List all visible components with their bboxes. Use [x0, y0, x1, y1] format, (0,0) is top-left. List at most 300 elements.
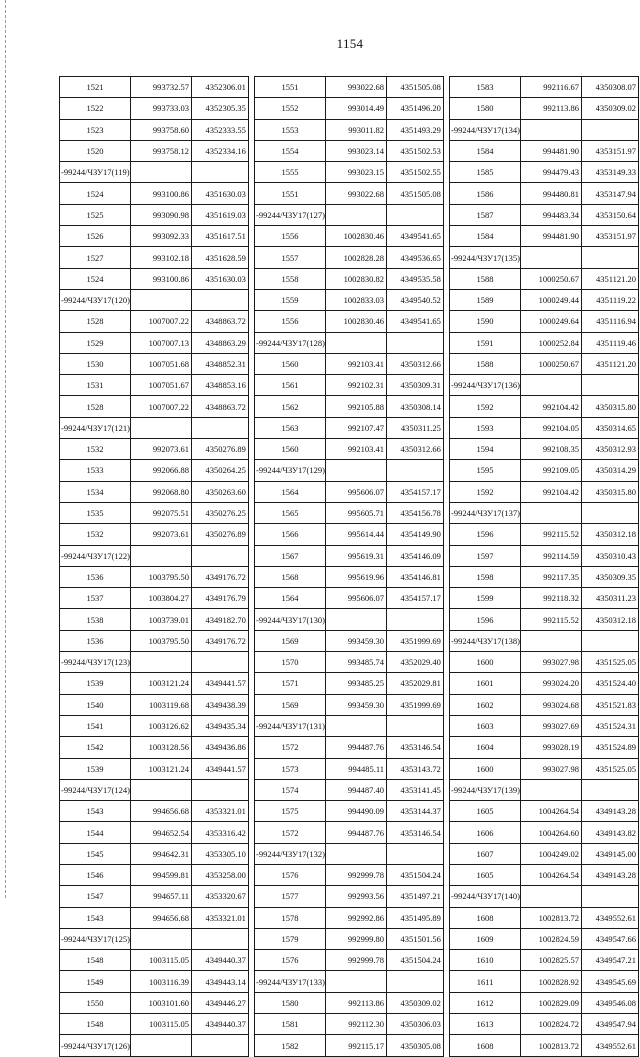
x-coordinate-cell: 1003795.50 — [131, 630, 192, 651]
x-coordinate-cell: 994599.81 — [131, 864, 192, 885]
section-header-cell: -99244/ЧЗУ17(139) — [450, 779, 521, 800]
point-number-cell: 1598 — [450, 566, 521, 587]
x-coordinate-cell: 994481.90 — [521, 226, 582, 247]
table-row — [60, 630, 639, 651]
point-number-cell: 1597 — [450, 545, 521, 566]
point-number-cell: 1572 — [255, 822, 326, 843]
point-number-cell: 1564 — [255, 481, 326, 502]
y-coordinate-cell: 4351505.08 — [387, 183, 444, 204]
point-number-cell: 1564 — [255, 588, 326, 609]
x-coordinate-cell: 992116.67 — [521, 77, 582, 98]
y-coordinate-cell: 4353150.64 — [582, 204, 639, 225]
point-number-cell: 1522 — [60, 98, 131, 119]
x-coordinate-cell: 1002828.28 — [326, 247, 387, 268]
y-coordinate-cell: 4350312.18 — [582, 609, 639, 630]
x-coordinate-cell: 994657.11 — [131, 886, 192, 907]
y-coordinate-cell: 4349443.14 — [192, 971, 249, 992]
table-row — [60, 396, 639, 417]
section-header-cell: -99244/ЧЗУ17(134) — [450, 119, 521, 140]
y-coordinate-cell: 4351524.40 — [582, 673, 639, 694]
y-coordinate-cell: 4349546.08 — [582, 992, 639, 1013]
coordinates-table — [59, 76, 639, 1057]
empty-cell — [582, 630, 639, 651]
point-number-cell: 1542 — [60, 737, 131, 758]
y-coordinate-cell: 4351630.03 — [192, 268, 249, 289]
x-coordinate-cell: 994642.31 — [131, 843, 192, 864]
point-number-cell: 1563 — [255, 417, 326, 438]
x-coordinate-cell: 992115.52 — [521, 524, 582, 545]
x-coordinate-cell: 992112.30 — [326, 1014, 387, 1035]
x-coordinate-cell: 995619.96 — [326, 566, 387, 587]
y-coordinate-cell: 4350312.66 — [387, 439, 444, 460]
empty-cell — [521, 119, 582, 140]
empty-cell — [326, 715, 387, 736]
section-header-cell: -99244/ЧЗУ17(140) — [450, 886, 521, 907]
x-coordinate-cell: 1002833.03 — [326, 289, 387, 310]
point-number-cell: 1526 — [60, 226, 131, 247]
table-row — [60, 907, 639, 928]
y-coordinate-cell: 4351524.31 — [582, 715, 639, 736]
point-number-cell: 1596 — [450, 524, 521, 545]
x-coordinate-cell: 1003128.56 — [131, 737, 192, 758]
point-number-cell: 1544 — [60, 822, 131, 843]
table-row — [60, 1014, 639, 1035]
x-coordinate-cell: 995606.07 — [326, 588, 387, 609]
y-coordinate-cell: 4352334.16 — [192, 140, 249, 161]
x-coordinate-cell: 1002813.72 — [521, 1035, 582, 1056]
x-coordinate-cell: 1002830.46 — [326, 226, 387, 247]
point-number-cell: 1602 — [450, 694, 521, 715]
y-coordinate-cell: 4352306.01 — [192, 77, 249, 98]
y-coordinate-cell: 4352305.35 — [192, 98, 249, 119]
empty-cell — [521, 375, 582, 396]
point-number-cell: 1583 — [450, 77, 521, 98]
y-coordinate-cell: 4349143.28 — [582, 801, 639, 822]
empty-cell — [192, 162, 249, 183]
point-number-cell: 1567 — [255, 545, 326, 566]
y-coordinate-cell: 4350308.07 — [582, 77, 639, 98]
x-coordinate-cell: 993485.74 — [326, 652, 387, 673]
y-coordinate-cell: 4349176.79 — [192, 588, 249, 609]
x-coordinate-cell: 993485.25 — [326, 673, 387, 694]
point-number-cell: 1558 — [255, 268, 326, 289]
y-coordinate-cell: 4349182.70 — [192, 609, 249, 630]
x-coordinate-cell: 994481.90 — [521, 140, 582, 161]
point-number-cell: 1559 — [255, 289, 326, 310]
y-coordinate-cell: 4349440.37 — [192, 1014, 249, 1035]
y-coordinate-cell: 4350312.18 — [582, 524, 639, 545]
point-number-cell: 1533 — [60, 460, 131, 481]
section-header-cell: -99244/ЧЗУ17(126) — [60, 1035, 131, 1056]
point-number-cell: 1605 — [450, 801, 521, 822]
x-coordinate-cell: 993023.15 — [326, 162, 387, 183]
section-header-cell: -99244/ЧЗУ17(122) — [60, 545, 131, 566]
point-number-cell: 1523 — [60, 119, 131, 140]
x-coordinate-cell: 992113.86 — [326, 992, 387, 1013]
y-coordinate-cell: 4351521.83 — [582, 694, 639, 715]
x-coordinate-cell: 1002824.59 — [521, 928, 582, 949]
table-row — [60, 98, 639, 119]
point-number-cell: 1531 — [60, 375, 131, 396]
y-coordinate-cell: 4353258.00 — [192, 864, 249, 885]
table-row — [60, 353, 639, 374]
point-number-cell: 1530 — [60, 353, 131, 374]
point-number-cell: 1561 — [255, 375, 326, 396]
empty-cell — [192, 652, 249, 673]
table-row — [60, 332, 639, 353]
y-coordinate-cell: 4350314.65 — [582, 417, 639, 438]
y-coordinate-cell: 4353321.01 — [192, 801, 249, 822]
section-header-cell: -99244/ЧЗУ17(138) — [450, 630, 521, 651]
y-coordinate-cell: 4351999.69 — [387, 630, 444, 651]
point-number-cell: 1574 — [255, 779, 326, 800]
empty-cell — [131, 779, 192, 800]
y-coordinate-cell: 4350276.89 — [192, 439, 249, 460]
x-coordinate-cell: 993011.82 — [326, 119, 387, 140]
y-coordinate-cell: 4352333.55 — [192, 119, 249, 140]
point-number-cell: 1540 — [60, 694, 131, 715]
point-number-cell: 1536 — [60, 566, 131, 587]
table-row — [60, 971, 639, 992]
y-coordinate-cell: 4353146.54 — [387, 737, 444, 758]
y-coordinate-cell: 4350264.25 — [192, 460, 249, 481]
table-row — [60, 204, 639, 225]
point-number-cell: 1538 — [60, 609, 131, 630]
point-number-cell: 1579 — [255, 928, 326, 949]
x-coordinate-cell: 994487.40 — [326, 779, 387, 800]
y-coordinate-cell: 4353305.10 — [192, 843, 249, 864]
table-row — [60, 801, 639, 822]
table-row — [60, 77, 639, 98]
x-coordinate-cell: 993733.03 — [131, 98, 192, 119]
empty-cell — [582, 247, 639, 268]
y-coordinate-cell: 4350310.43 — [582, 545, 639, 566]
point-number-cell: 1590 — [450, 311, 521, 332]
point-number-cell: 1577 — [255, 886, 326, 907]
section-header-cell: -99244/ЧЗУ17(125) — [60, 928, 131, 949]
x-coordinate-cell: 992073.61 — [131, 439, 192, 460]
y-coordinate-cell: 4351505.08 — [387, 77, 444, 98]
x-coordinate-cell: 1003101.60 — [131, 992, 192, 1013]
y-coordinate-cell: 4348853.16 — [192, 375, 249, 396]
table-row — [60, 140, 639, 161]
table-row — [60, 311, 639, 332]
point-number-cell: 1556 — [255, 311, 326, 332]
point-number-cell: 1592 — [450, 396, 521, 417]
point-number-cell: 1569 — [255, 694, 326, 715]
table-row — [60, 992, 639, 1013]
table-row — [60, 481, 639, 502]
section-header-cell: -99244/ЧЗУ17(135) — [450, 247, 521, 268]
y-coordinate-cell: 4352029.40 — [387, 652, 444, 673]
point-number-cell: 1562 — [255, 396, 326, 417]
point-number-cell: 1553 — [255, 119, 326, 140]
empty-cell — [326, 971, 387, 992]
point-number-cell: 1600 — [450, 758, 521, 779]
point-number-cell: 1578 — [255, 907, 326, 928]
point-number-cell: 1605 — [450, 864, 521, 885]
point-number-cell: 1610 — [450, 950, 521, 971]
x-coordinate-cell: 994656.68 — [131, 907, 192, 928]
y-coordinate-cell: 4348863.72 — [192, 311, 249, 332]
x-coordinate-cell: 1007051.67 — [131, 375, 192, 396]
point-number-cell: 1560 — [255, 353, 326, 374]
y-coordinate-cell: 4350308.14 — [387, 396, 444, 417]
x-coordinate-cell: 992104.05 — [521, 417, 582, 438]
x-coordinate-cell: 993023.14 — [326, 140, 387, 161]
x-coordinate-cell: 1000250.67 — [521, 353, 582, 374]
point-number-cell: 1581 — [255, 1014, 326, 1035]
x-coordinate-cell: 993014.49 — [326, 98, 387, 119]
x-coordinate-cell: 1003121.24 — [131, 758, 192, 779]
point-number-cell: 1552 — [255, 98, 326, 119]
point-number-cell: 1560 — [255, 439, 326, 460]
x-coordinate-cell: 992103.41 — [326, 439, 387, 460]
scan-edge-line — [5, 0, 8, 898]
section-header-cell: -99244/ЧЗУ17(132) — [255, 843, 326, 864]
empty-cell — [192, 779, 249, 800]
y-coordinate-cell: 4353147.94 — [582, 183, 639, 204]
y-coordinate-cell: 4349436.86 — [192, 737, 249, 758]
empty-cell — [326, 204, 387, 225]
point-number-cell: 1573 — [255, 758, 326, 779]
y-coordinate-cell: 4353149.33 — [582, 162, 639, 183]
y-coordinate-cell: 4350309.02 — [387, 992, 444, 1013]
point-number-cell: 1557 — [255, 247, 326, 268]
y-coordinate-cell: 4353151.97 — [582, 226, 639, 247]
x-coordinate-cell: 992103.41 — [326, 353, 387, 374]
x-coordinate-cell: 994487.76 — [326, 737, 387, 758]
table-row — [60, 375, 639, 396]
x-coordinate-cell: 993090.98 — [131, 204, 192, 225]
x-coordinate-cell: 992117.35 — [521, 566, 582, 587]
y-coordinate-cell: 4351502.55 — [387, 162, 444, 183]
x-coordinate-cell: 993459.30 — [326, 694, 387, 715]
empty-cell — [131, 289, 192, 310]
y-coordinate-cell: 4349441.57 — [192, 758, 249, 779]
table-row — [60, 460, 639, 481]
y-coordinate-cell: 4350315.80 — [582, 396, 639, 417]
y-coordinate-cell: 4349441.57 — [192, 673, 249, 694]
x-coordinate-cell: 992107.47 — [326, 417, 387, 438]
point-number-cell: 1524 — [60, 268, 131, 289]
x-coordinate-cell: 992115.17 — [326, 1035, 387, 1056]
point-number-cell: 1604 — [450, 737, 521, 758]
x-coordinate-cell: 992108.35 — [521, 439, 582, 460]
x-coordinate-cell: 992068.80 — [131, 481, 192, 502]
y-coordinate-cell: 4349547.21 — [582, 950, 639, 971]
x-coordinate-cell: 995619.31 — [326, 545, 387, 566]
point-number-cell: 1588 — [450, 353, 521, 374]
point-number-cell: 1586 — [450, 183, 521, 204]
x-coordinate-cell: 1002830.82 — [326, 268, 387, 289]
x-coordinate-cell: 1002824.72 — [521, 1014, 582, 1035]
table-row — [60, 183, 639, 204]
point-number-cell: 1570 — [255, 652, 326, 673]
point-number-cell: 1592 — [450, 481, 521, 502]
point-number-cell: 1582 — [255, 1035, 326, 1056]
y-coordinate-cell: 4352029.81 — [387, 673, 444, 694]
empty-cell — [326, 460, 387, 481]
point-number-cell: 1539 — [60, 758, 131, 779]
y-coordinate-cell: 4354146.09 — [387, 545, 444, 566]
point-number-cell: 1548 — [60, 1014, 131, 1035]
point-number-cell: 1576 — [255, 950, 326, 971]
x-coordinate-cell: 992104.42 — [521, 481, 582, 502]
point-number-cell: 1588 — [450, 268, 521, 289]
empty-cell — [582, 779, 639, 800]
x-coordinate-cell: 995605.71 — [326, 502, 387, 523]
point-number-cell: 1607 — [450, 843, 521, 864]
y-coordinate-cell: 4353316.42 — [192, 822, 249, 843]
x-coordinate-cell: 1007051.68 — [131, 353, 192, 374]
point-number-cell: 1556 — [255, 226, 326, 247]
y-coordinate-cell: 4349143.28 — [582, 864, 639, 885]
table-row — [60, 779, 639, 800]
table-row — [60, 609, 639, 630]
y-coordinate-cell: 4350311.25 — [387, 417, 444, 438]
point-number-cell: 1594 — [450, 439, 521, 460]
table-row — [60, 673, 639, 694]
y-coordinate-cell: 4350311.23 — [582, 588, 639, 609]
y-coordinate-cell: 4351501.56 — [387, 928, 444, 949]
x-coordinate-cell: 993732.57 — [131, 77, 192, 98]
x-coordinate-cell: 1003804.27 — [131, 588, 192, 609]
table-row — [60, 226, 639, 247]
point-number-cell: 1535 — [60, 502, 131, 523]
table-row — [60, 119, 639, 140]
x-coordinate-cell: 993758.60 — [131, 119, 192, 140]
point-number-cell: 1528 — [60, 396, 131, 417]
y-coordinate-cell: 4353151.97 — [582, 140, 639, 161]
table-row — [60, 758, 639, 779]
empty-cell — [387, 971, 444, 992]
point-number-cell: 1569 — [255, 630, 326, 651]
x-coordinate-cell: 993459.30 — [326, 630, 387, 651]
table-row — [60, 886, 639, 907]
point-number-cell: 1532 — [60, 524, 131, 545]
x-coordinate-cell: 995606.07 — [326, 481, 387, 502]
y-coordinate-cell: 4349143.82 — [582, 822, 639, 843]
table-row — [60, 928, 639, 949]
y-coordinate-cell: 4351121.20 — [582, 353, 639, 374]
y-coordinate-cell: 4353144.37 — [387, 801, 444, 822]
x-coordinate-cell: 993100.86 — [131, 183, 192, 204]
point-number-cell: 1521 — [60, 77, 131, 98]
point-number-cell: 1609 — [450, 928, 521, 949]
table-row — [60, 694, 639, 715]
point-number-cell: 1547 — [60, 886, 131, 907]
x-coordinate-cell: 992115.52 — [521, 609, 582, 630]
point-number-cell: 1543 — [60, 907, 131, 928]
point-number-cell: 1565 — [255, 502, 326, 523]
point-number-cell: 1576 — [255, 864, 326, 885]
y-coordinate-cell: 4349541.65 — [387, 311, 444, 332]
x-coordinate-cell: 993100.86 — [131, 268, 192, 289]
table-row — [60, 162, 639, 183]
x-coordinate-cell: 1007007.13 — [131, 332, 192, 353]
y-coordinate-cell: 4351525.05 — [582, 652, 639, 673]
y-coordinate-cell: 4350312.93 — [582, 439, 639, 460]
y-coordinate-cell: 4350314.29 — [582, 460, 639, 481]
point-number-cell: 1572 — [255, 737, 326, 758]
empty-cell — [387, 609, 444, 630]
point-number-cell: 1606 — [450, 822, 521, 843]
x-coordinate-cell: 1003126.62 — [131, 715, 192, 736]
y-coordinate-cell: 4351495.89 — [387, 907, 444, 928]
table-row — [60, 864, 639, 885]
point-number-cell: 1584 — [450, 140, 521, 161]
x-coordinate-cell: 994483.34 — [521, 204, 582, 225]
table-row — [60, 950, 639, 971]
coordinates-table-body — [60, 77, 639, 1057]
x-coordinate-cell: 1002828.92 — [521, 971, 582, 992]
empty-cell — [387, 332, 444, 353]
x-coordinate-cell: 1004249.02 — [521, 843, 582, 864]
x-coordinate-cell: 992999.80 — [326, 928, 387, 949]
y-coordinate-cell: 4350315.80 — [582, 481, 639, 502]
point-number-cell: 1534 — [60, 481, 131, 502]
section-header-cell: -99244/ЧЗУ17(128) — [255, 332, 326, 353]
empty-cell — [131, 417, 192, 438]
point-number-cell: 1527 — [60, 247, 131, 268]
table-row — [60, 737, 639, 758]
y-coordinate-cell: 4351497.21 — [387, 886, 444, 907]
y-coordinate-cell: 4353320.67 — [192, 886, 249, 907]
empty-cell — [326, 843, 387, 864]
point-number-cell: 1546 — [60, 864, 131, 885]
x-coordinate-cell: 993022.68 — [326, 183, 387, 204]
y-coordinate-cell: 4348863.29 — [192, 332, 249, 353]
section-header-cell: -99244/ЧЗУ17(119) — [60, 162, 131, 183]
section-header-cell: -99244/ЧЗУ17(133) — [255, 971, 326, 992]
y-coordinate-cell: 4351628.59 — [192, 247, 249, 268]
x-coordinate-cell: 1003739.01 — [131, 609, 192, 630]
y-coordinate-cell: 4350276.89 — [192, 524, 249, 545]
x-coordinate-cell: 1003115.05 — [131, 1014, 192, 1035]
point-number-cell: 1525 — [60, 204, 131, 225]
point-number-cell: 1601 — [450, 673, 521, 694]
x-coordinate-cell: 992104.42 — [521, 396, 582, 417]
y-coordinate-cell: 4351999.69 — [387, 694, 444, 715]
point-number-cell: 1554 — [255, 140, 326, 161]
x-coordinate-cell: 1000249.64 — [521, 311, 582, 332]
point-number-cell: 1591 — [450, 332, 521, 353]
y-coordinate-cell: 4351617.51 — [192, 226, 249, 247]
section-header-cell: -99244/ЧЗУ17(121) — [60, 417, 131, 438]
empty-cell — [387, 843, 444, 864]
y-coordinate-cell: 4349440.37 — [192, 950, 249, 971]
table-row — [60, 588, 639, 609]
x-coordinate-cell: 994490.09 — [326, 801, 387, 822]
x-coordinate-cell: 992992.86 — [326, 907, 387, 928]
y-coordinate-cell: 4349446.27 — [192, 992, 249, 1013]
x-coordinate-cell: 1007007.22 — [131, 311, 192, 332]
x-coordinate-cell: 992073.61 — [131, 524, 192, 545]
y-coordinate-cell: 4351525.05 — [582, 758, 639, 779]
point-number-cell: 1543 — [60, 801, 131, 822]
y-coordinate-cell: 4349547.66 — [582, 928, 639, 949]
y-coordinate-cell: 4351502.53 — [387, 140, 444, 161]
x-coordinate-cell: 994480.81 — [521, 183, 582, 204]
point-number-cell: 1575 — [255, 801, 326, 822]
y-coordinate-cell: 4354157.17 — [387, 481, 444, 502]
x-coordinate-cell: 1003795.50 — [131, 566, 192, 587]
x-coordinate-cell: 993022.68 — [326, 77, 387, 98]
table-row — [60, 502, 639, 523]
x-coordinate-cell: 992109.05 — [521, 460, 582, 481]
y-coordinate-cell: 4351524.89 — [582, 737, 639, 758]
